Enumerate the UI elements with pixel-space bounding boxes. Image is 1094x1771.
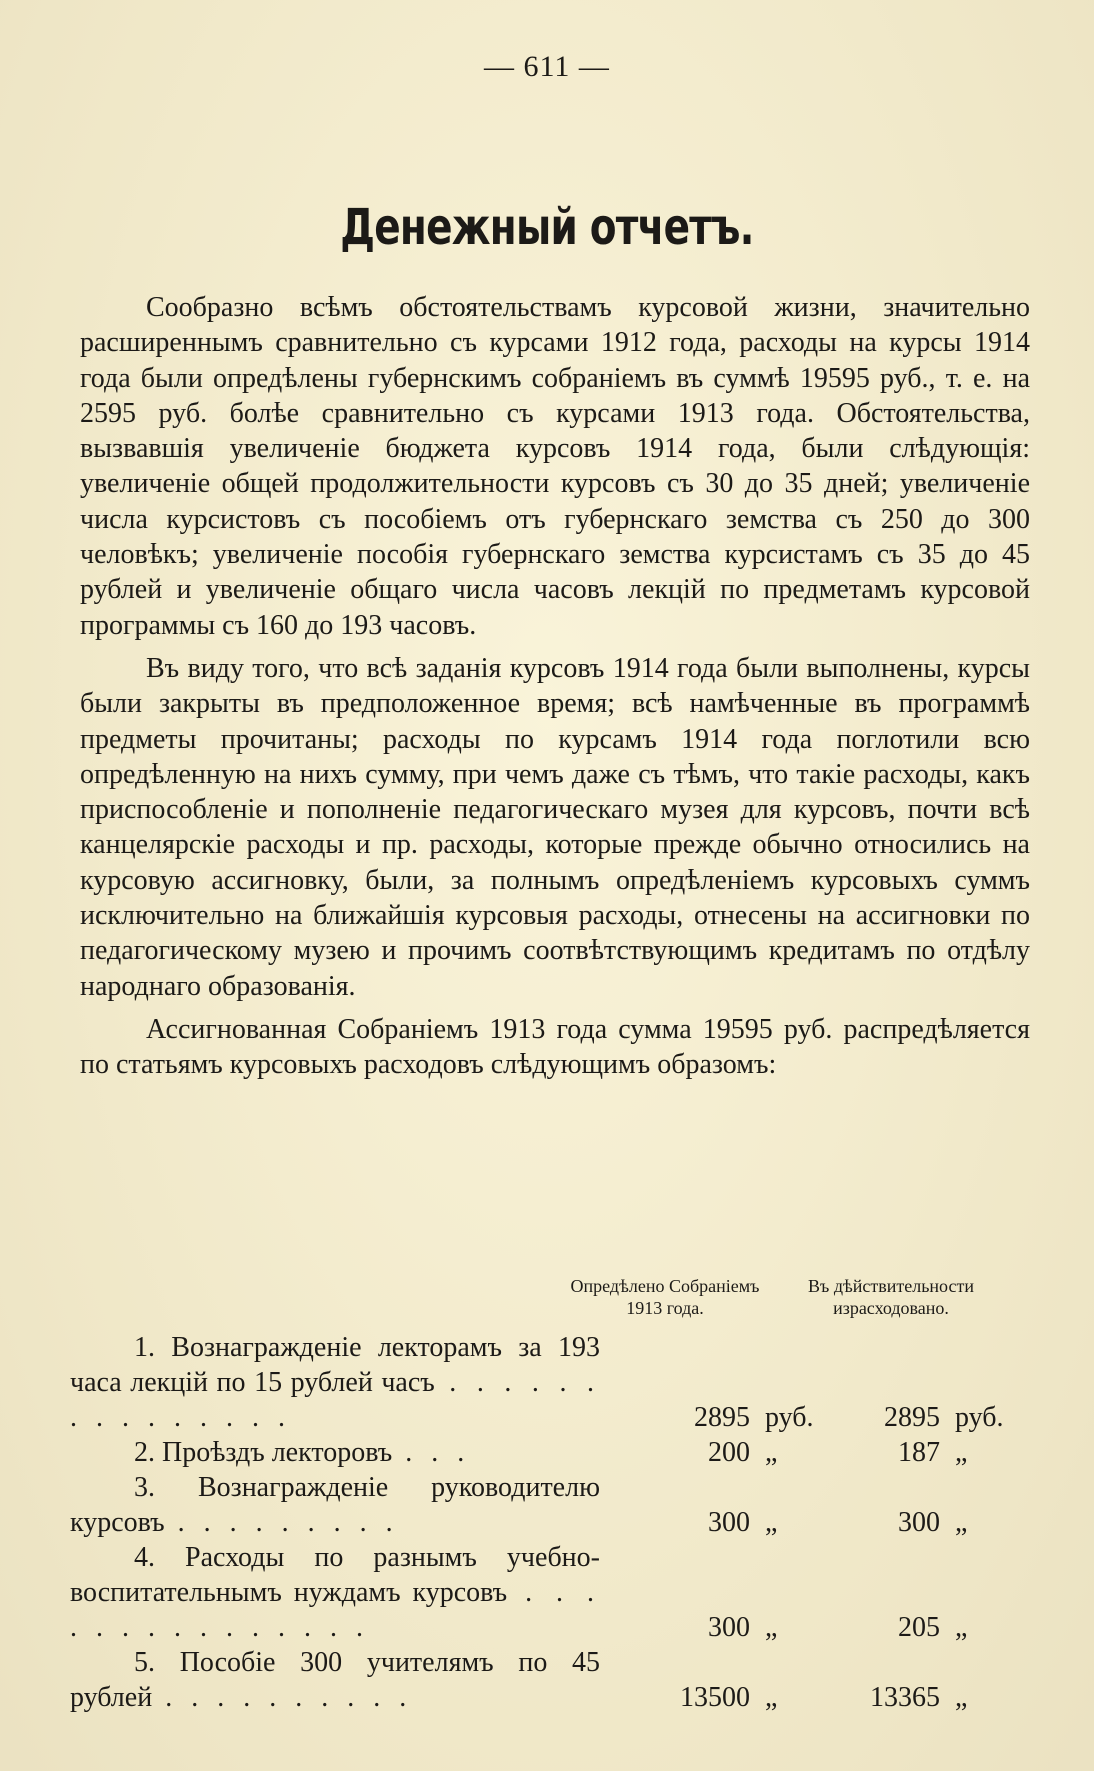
- row-description: [70, 1645, 600, 1715]
- paragraph-2: Въ виду того, что всѣ заданія курсовъ 1914 года были выполнены, курсы были закрыты въ предположенное время; всѣ намѣченные въ программѣ предметы прочитаны; расходы по курсамъ 1914 года поглотили всю опредѣленную на нихъ сумму, при чемъ даже съ тѣмъ, что такіе расходы, какъ приспособленіе и пополненіе педагогическаго музея для курсовъ, почти всѣ канцелярскіе расходы и пр. расходы, которые прежде обычно относились на курсовую ассигновку, были, за полнымъ опредѣленіемъ курсовыхъ суммъ исключительно на ближайшія курсовыя расходы, отнесены на ассигновки по педагогическому музею и прочимъ соотвѣтствующимъ кредитамъ по отдѣлу народнаго образованія.: [80, 652, 1030, 1002]
- assigned-unit: „: [765, 1507, 778, 1538]
- spent-amount: 205: [898, 1612, 940, 1643]
- spent-amount: 187: [898, 1437, 940, 1468]
- spent-unit: „: [955, 1682, 968, 1713]
- leader-dots: . . . . . . . . . .: [152, 1682, 413, 1713]
- assigned-amount: 13500: [680, 1682, 750, 1713]
- table-row: [70, 1470, 1030, 1540]
- assigned-amount: 300: [708, 1612, 750, 1643]
- row-text: 5. Пособіе 300 учителямъ по 45 рублей: [70, 1647, 600, 1713]
- assigned-amount: 300: [708, 1507, 750, 1538]
- table-row: [70, 1435, 1030, 1470]
- assigned-unit: „: [765, 1612, 778, 1643]
- expense-table: [70, 1330, 1030, 1715]
- row-text: 4. Расходы по разнымъ учебно-воспитательнымъ нуждамъ курсовъ: [70, 1542, 600, 1608]
- paragraph-3: Ассигнованная Собраніемъ 1913 года сумма 19595 руб. распредѣляется по статьямъ курсовыхъ расходовъ слѣдующимъ образомъ:: [80, 1013, 1030, 1081]
- leader-dots: . . .: [392, 1437, 471, 1468]
- assigned-unit: „: [765, 1682, 778, 1713]
- row-description: [70, 1435, 600, 1470]
- table-row: [70, 1330, 1030, 1435]
- leader-dots: . . . . . . . . . . . . . . .: [70, 1577, 601, 1643]
- row-description: [70, 1540, 600, 1645]
- row-text: 1. Вознагражденіе лекторамъ за 193 часа лекцій по 15 рублей часъ: [70, 1332, 600, 1398]
- spent-unit: руб.: [955, 1402, 1004, 1433]
- leader-dots: . . . . . . . . . . . . . . .: [70, 1367, 601, 1433]
- paragraph-1: Сообразно всѣмъ обстоятельствамъ курсовой жизни, значительно расширеннымъ сравнительно съ курсами 1912 года, расходы на курсы 1914 года были опредѣлены губернскимъ собраніемъ въ суммѣ 19595 руб., т. е. на 2595 руб. болѣе сравнительно съ курсами 1913 года. Обстоятельства, вызвавшія увеличеніе бюджета курсовъ 1914 года, были слѣдующія: увеличеніе общей продолжительности курсовъ съ 30 до 35 дней; увеличеніе числа курсистовъ съ пособіемъ отъ губернскаго земства съ 250 до 300 человѣкъ; увеличеніе пособія губернскаго земства курсистамъ съ 35 до 45 рублей и увеличеніе общаго числа часовъ лекцій по предметамъ курсовой программы съ 160 до 193 часовъ.: [80, 292, 1030, 641]
- report-body: [80, 290, 1030, 1083]
- spent-unit: „: [955, 1612, 968, 1643]
- spent-amount: 300: [898, 1507, 940, 1538]
- page-title: Денежный отчетъ.: [340, 198, 754, 256]
- row-text: 3. Вознагражденіе руководителю курсовъ: [70, 1472, 600, 1538]
- row-description: [70, 1470, 600, 1540]
- spent-unit: „: [955, 1507, 968, 1538]
- row-description: [70, 1330, 600, 1435]
- column-header-spent: Въ дѣйствительности израсходовано.: [808, 1276, 974, 1318]
- leader-dots: . . . . . . . . .: [164, 1507, 399, 1538]
- spent-amount: 13365: [870, 1682, 940, 1713]
- assigned-amount: 200: [708, 1437, 750, 1468]
- page-number: — 611 —: [484, 50, 610, 83]
- table-row: [70, 1540, 1030, 1645]
- assigned-unit: руб.: [765, 1402, 814, 1433]
- assigned-unit: „: [765, 1437, 778, 1468]
- spent-unit: „: [955, 1437, 968, 1468]
- assigned-amount: 2895: [694, 1402, 750, 1433]
- column-header-assigned: Опредѣлено Собраніемъ 1913 года.: [570, 1276, 760, 1318]
- row-text: 2. Проѣздъ лекторовъ: [134, 1437, 393, 1468]
- spent-amount: 2895: [884, 1402, 940, 1433]
- table-row: [70, 1645, 1030, 1715]
